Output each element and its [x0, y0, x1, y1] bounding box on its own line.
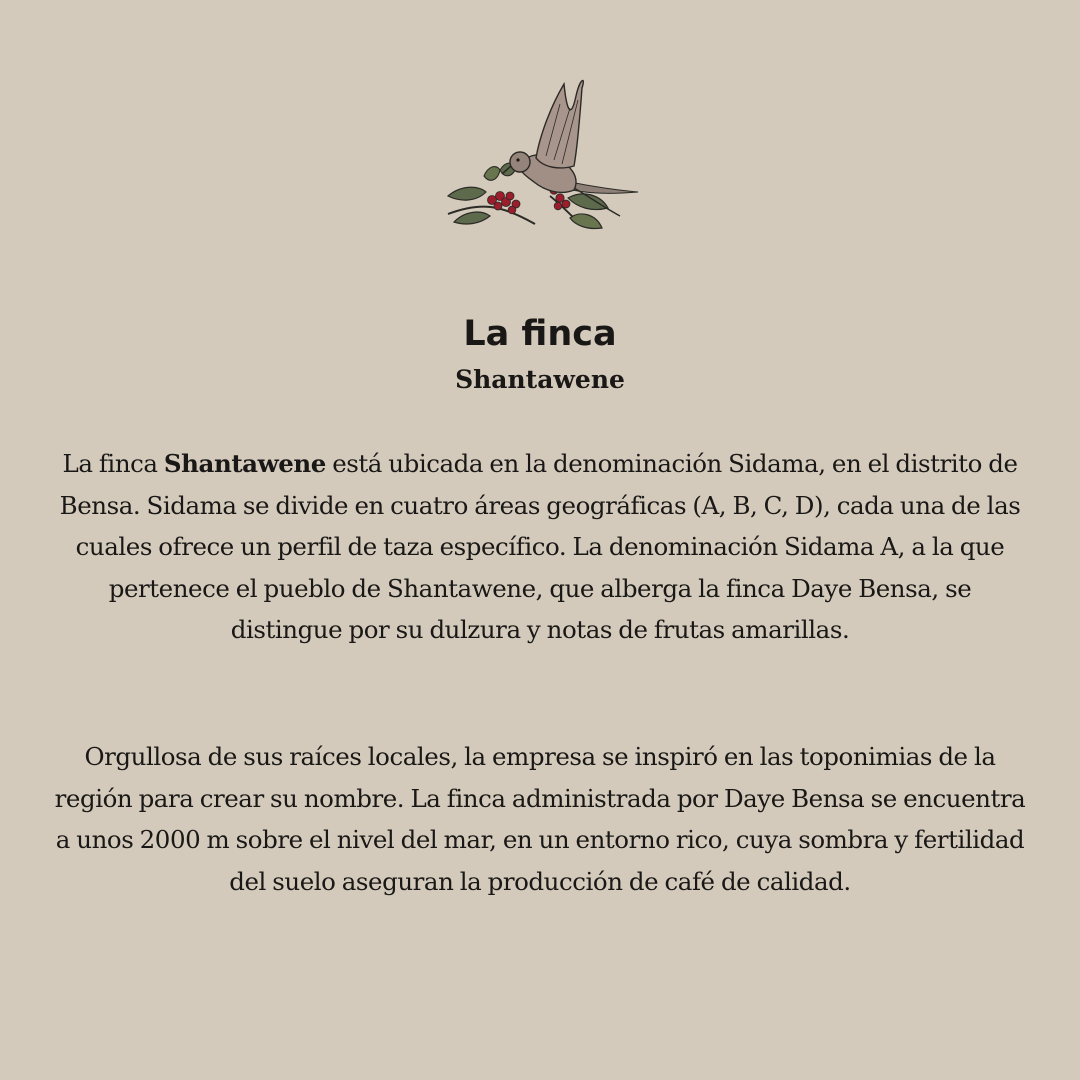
paragraph-intro-bold: Shantawene: [163, 449, 326, 478]
page-title: La finca: [463, 314, 617, 354]
paragraph-origin: Orgullosa de sus raíces locales, la empresa se inspiró en las toponimias de la región para crear su nombre. La finca administrada por Daye Bensa se encuentra a unos 2000 m sobre el nivel del mar, en un entorno rico, cuya sombra y fertilidad del suelo aseguran la producción de café de calidad.: [54, 742, 1026, 896]
paragraph-intro: [50, 443, 1030, 651]
paragraph-intro-rest: está ubicada en la denominación Sidama, en el distrito de Bensa. Sidama se divide en cuatro áreas geográficas (A, B, C, D), cada una de las cuales ofrece un perfil de taza específico. La denominación Sidama A, a la que pertenece el pueblo de Shantawene, que alberga la finca Daye Bensa, se distingue por su dulzura y notas de frutas amarillas.: [59, 449, 1021, 644]
page-subtitle: Shantawene: [455, 365, 625, 394]
paragraph-intro-lead: La finca: [62, 449, 164, 478]
hummingbird-coffee-branch-icon: [440, 74, 645, 234]
